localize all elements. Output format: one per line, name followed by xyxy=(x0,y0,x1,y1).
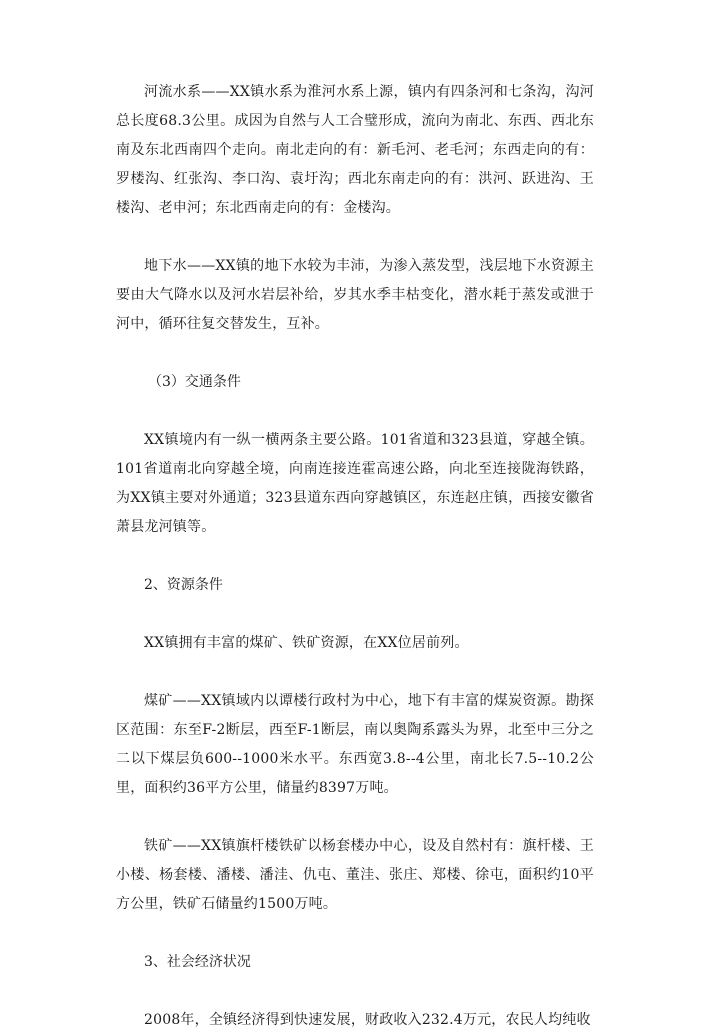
paragraph-economy: 2008年，全镇经济得到快速发展，财政收入232.4万元，农民人均纯收 xyxy=(144,1012,591,1028)
paragraph-iron: 铁矿——XX镇旗杆楼铁矿以杨套楼办中心，设及自然村有：旗杆楼、王小楼、杨套楼、潘楼、潘洼、仇屯、董洼、张庄、郑楼、徐屯，面积约10平方公里，铁矿石储量约1500万吨。 xyxy=(116,838,594,912)
document-body xyxy=(116,78,594,1035)
paragraph-river-system: 河流水系——XX镇水系为淮河水系上源，镇内有四条河和七条沟，沟河总长度68.3公里。成因为自然与人工合璧形成，流向为南北、东西、西北东南及东北西南四个走向。南北走向的有：新毛河、老毛河；东西走向的有：罗楼沟、红张沟、李口沟、袁圩沟；西北东南走向的有：洪河、跃进沟、王楼沟、老申河；东北西南走向的有：金楼沟。 xyxy=(116,84,594,216)
section-heading-economy: 3、社会经济状况 xyxy=(144,954,251,970)
paragraph-groundwater: 地下水——XX镇的地下水较为丰沛，为渗入蒸发型，浅层地下水资源主要由大气降水以及河水岩层补给，岁其水季丰枯变化，潜水耗于蒸发或泄于河中，循环往复交替发生，互补。 xyxy=(116,258,594,332)
paragraph-coal: 煤矿——XX镇域内以谭楼行政村为中心，地下有丰富的煤炭资源。勘探区范围：东至F-2断层，西至F-1断层，南以奥陶系露头为界，北至中三分之二以下煤层负600--1000米水平。东西宽3.8--4公里，南北长7.5--10.2公里，面积约36平方公里，储量约8397万吨。 xyxy=(116,693,594,796)
paragraph-resources-intro: XX镇拥有丰富的煤矿、铁矿资源，在XX位居前列。 xyxy=(144,635,469,651)
paragraph-transport: XX镇境内有一纵一横两条主要公路。101省道和323县道，穿越全镇。101省道南北向穿越全境，向南连接连霍高速公路，向北至连接陇海铁路，为XX镇主要对外通道；323县道东西向穿越镇区，东连赵庄镇，西接安徽省萧县龙河镇等。 xyxy=(116,432,594,535)
section-heading-resources: 2、资源条件 xyxy=(144,577,223,593)
section-heading-transport: （3）交通条件 xyxy=(148,374,241,390)
